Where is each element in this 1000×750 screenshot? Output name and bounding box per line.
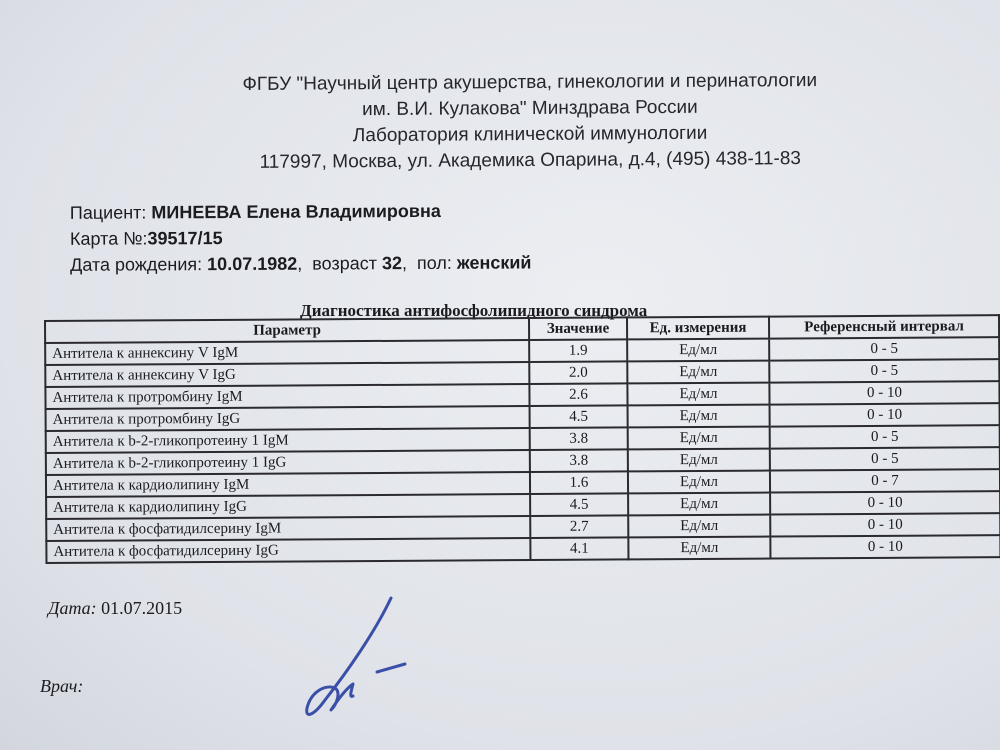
value-cell: 4.5	[530, 405, 628, 428]
card-number-row	[70, 222, 770, 252]
reference-cell: 0 - 10	[770, 491, 1000, 514]
doctor-label: Врач:	[40, 676, 84, 696]
header-line-4: 117997, Москва, ул. Академика Опарина, д.4, (495) 438-11-83	[259, 148, 802, 173]
birth-date-label: Дата рождения:	[70, 254, 203, 275]
col-header-parameter: Параметр	[45, 318, 529, 343]
col-header-value: Значение	[529, 317, 627, 340]
param-cell: Антитела к кардиолипину IgM	[46, 472, 530, 497]
param-cell: Антитела к b-2-гликопротеину 1 IgM	[46, 428, 530, 453]
unit-cell: Ед/мл	[628, 449, 770, 472]
sex-label: пол:	[416, 252, 452, 274]
value-cell: 1.9	[529, 339, 627, 362]
birth-date-row: Дата рождения: 10.07.1982, возраст 32, пол: женский	[70, 252, 532, 275]
col-header-reference: Референсный интервал	[769, 315, 999, 338]
signature-stroke-main	[307, 598, 391, 714]
results-table-title: Диагностика антифосфолипидного синдрома	[300, 301, 648, 320]
param-cell: Антитела к кардиолипину IgG	[46, 494, 530, 519]
reference-cell: 0 - 5	[770, 447, 1000, 470]
date-label: Дата:	[48, 598, 97, 618]
value-cell: 3.8	[530, 449, 628, 472]
reference-cell: 0 - 10	[770, 535, 1000, 558]
unit-cell: Ед/мл	[628, 405, 770, 428]
unit-cell: Ед/мл	[627, 361, 769, 384]
reference-cell: 0 - 10	[769, 381, 999, 404]
reference-cell: 0 - 5	[769, 337, 999, 360]
param-cell: Антитела к аннексину V IgM	[45, 340, 529, 365]
unit-cell: Ед/мл	[627, 339, 769, 362]
param-cell: Антитела к фосфатидилсерину IgM	[46, 516, 530, 541]
report-date	[48, 598, 182, 619]
unit-cell: Ед/мл	[627, 383, 769, 406]
reference-cell: 0 - 5	[769, 359, 999, 382]
reference-cell: 0 - 10	[770, 403, 1000, 426]
value-cell: 4.1	[530, 537, 628, 560]
value-cell: 2.0	[529, 361, 627, 384]
date-value: 01.07.2015	[101, 598, 183, 618]
patient-name: МИНЕЕВА Елена Владимировна	[151, 200, 441, 223]
header-line-2: им. В.И. Кулакова" Минздрава России	[362, 96, 698, 121]
unit-cell: Ед/мл	[628, 471, 770, 494]
doctor-signature	[295, 592, 425, 727]
header-line-3: Лаборатория клинической иммунологии	[352, 122, 708, 147]
param-cell: Антитела к фосфатидилсерину IgG	[46, 538, 530, 563]
age-label: возраст	[312, 253, 377, 274]
birth-date: 10.07.1982	[207, 253, 298, 275]
results-table	[44, 314, 1000, 564]
value-cell: 2.7	[530, 515, 628, 538]
unit-cell: Ед/мл	[628, 515, 770, 538]
value-cell: 3.8	[530, 427, 628, 450]
col-header-unit: Ед. измерения	[627, 317, 769, 340]
reference-cell: 0 - 5	[770, 425, 1000, 448]
patient-name-label: Пациент:	[69, 202, 147, 223]
header-line-1: ФГБУ "Научный центр акушерства, гинекологии и перинатологии	[242, 69, 818, 96]
patient-name-row	[70, 196, 770, 226]
card-number: 39517/15	[147, 228, 223, 249]
card-number-label: Карта №:	[69, 228, 148, 249]
table-row	[46, 535, 1000, 563]
institution-header	[140, 67, 921, 176]
unit-cell: Ед/мл	[628, 493, 770, 516]
reference-cell: 0 - 7	[770, 469, 1000, 492]
patient-info	[70, 196, 770, 278]
sex-value: женский	[456, 252, 532, 273]
signature-stroke-dash	[377, 664, 405, 672]
unit-cell: Ед/мл	[628, 427, 770, 450]
param-cell: Антитела к аннексину V IgG	[45, 362, 529, 387]
param-cell: Антитела к протромбину IgM	[45, 384, 529, 409]
value-cell: 4.5	[530, 493, 628, 516]
reference-cell: 0 - 10	[770, 513, 1000, 536]
unit-cell: Ед/мл	[628, 537, 770, 560]
age-value: 32	[381, 253, 403, 274]
value-cell: 1.6	[530, 471, 628, 494]
param-cell: Антитела к протромбину IgG	[46, 406, 530, 431]
param-cell: Антитела к b-2-гликопротеину 1 IgG	[46, 450, 530, 475]
value-cell: 2.6	[529, 383, 627, 406]
